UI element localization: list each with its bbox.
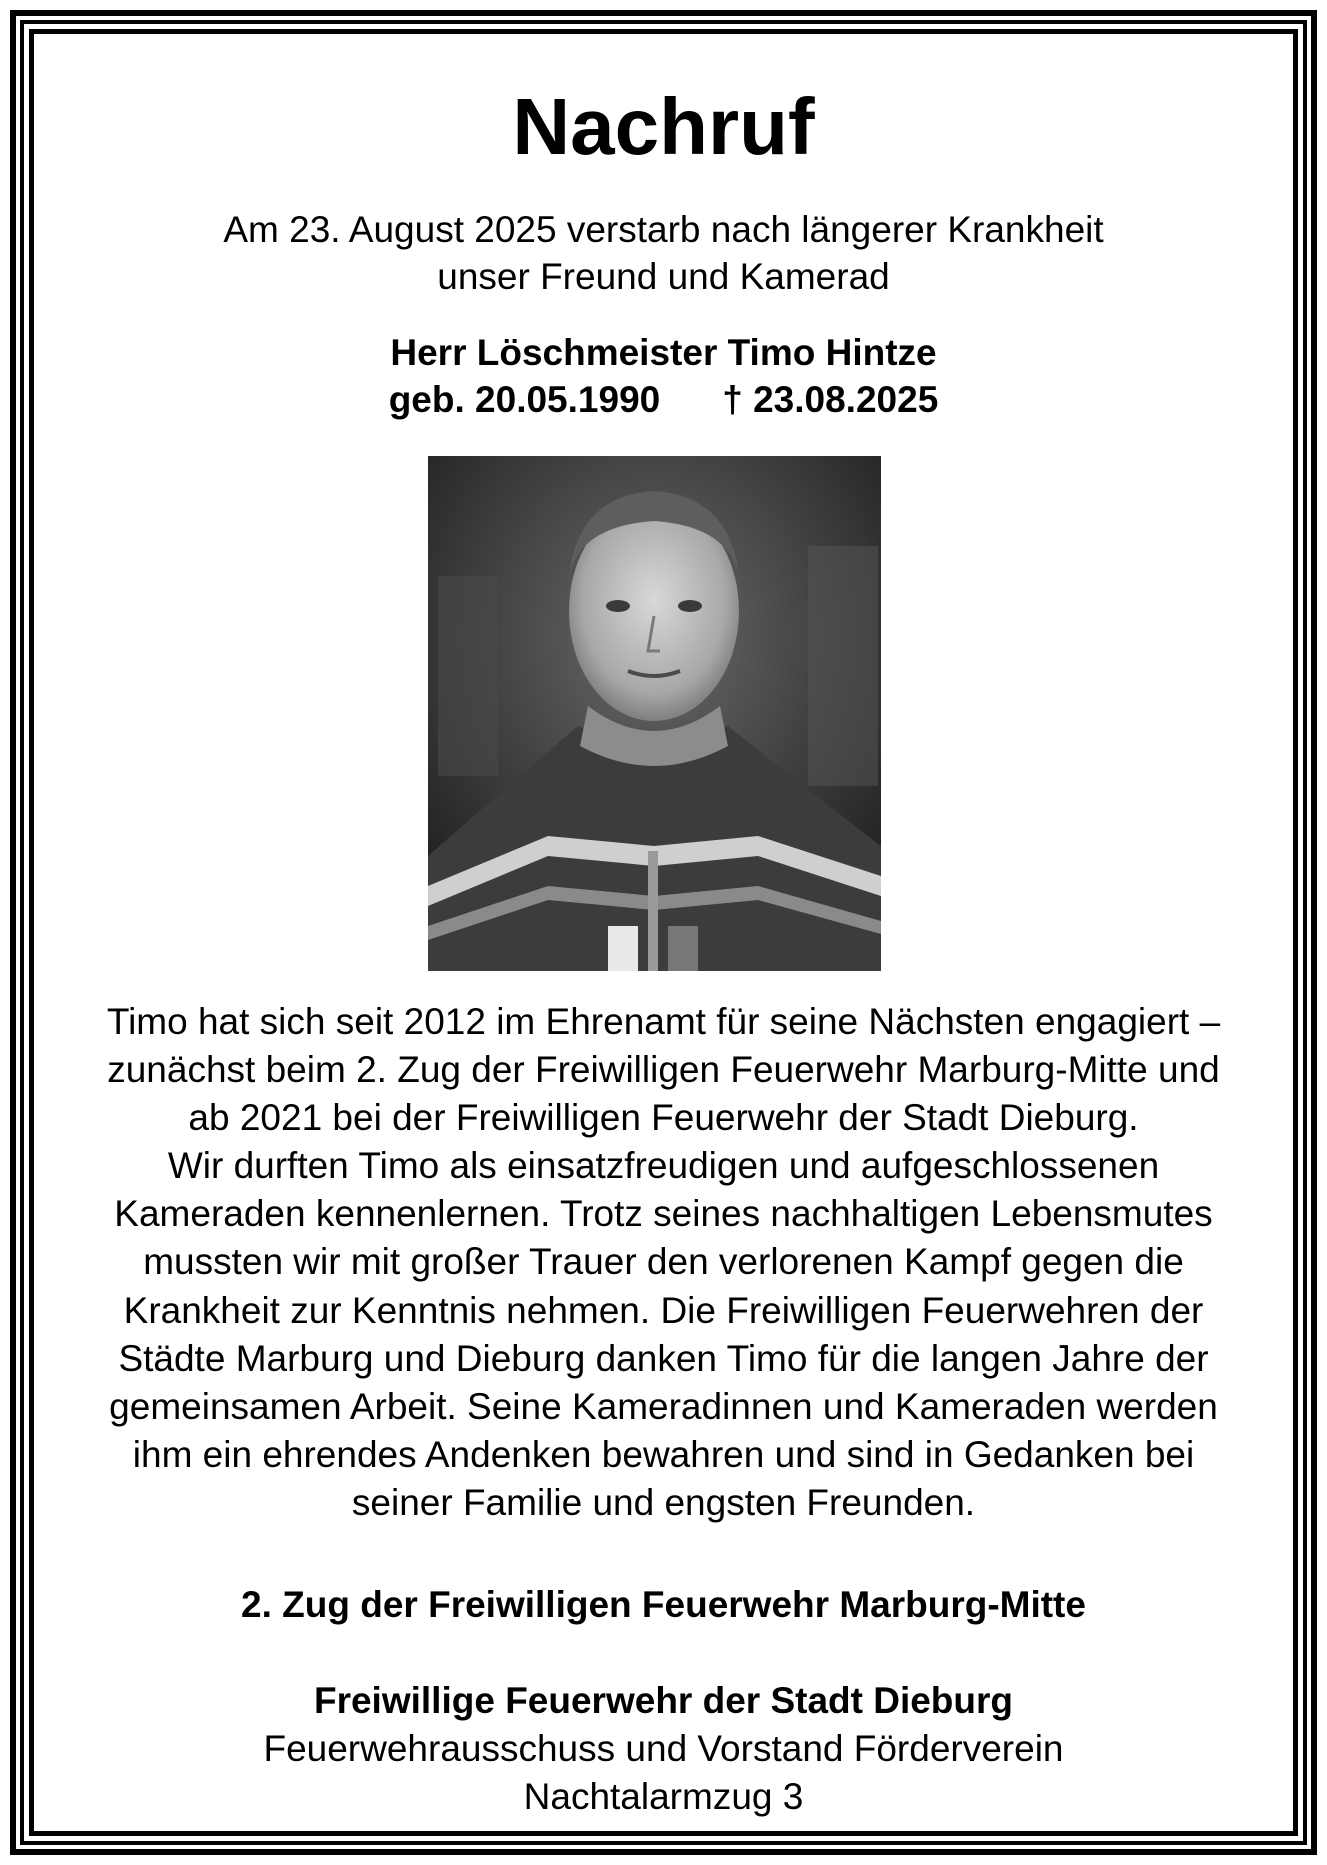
portrait-photo (428, 456, 881, 971)
signature-marburg: 2. Zug der Freiwilligen Feuerwehr Marburg-Mitte (241, 1584, 1086, 1625)
intro-text (40, 206, 1287, 300)
body-line: seiner Familie und engsten Freunden. (351, 1481, 976, 1523)
body-line: Kameraden kennenlernen. Trotz seines nachhaltigen Lebensmutes (114, 1193, 1213, 1235)
person-block (40, 329, 1287, 423)
body-line: Krankheit zur Kenntnis nehmen. Die Freiwilligen Feuerwehren der (123, 1289, 1204, 1331)
signature-dieburg-line-2: Feuerwehrausschuss und Vorstand Förderverein (263, 1728, 1064, 1769)
body-line: ihm ein ehrendes Andenken bewahren und sind in Gedanken bei (132, 1433, 1195, 1475)
person-dates (40, 376, 1287, 423)
death-date: † 23.08.2025 (722, 379, 939, 420)
birth-date: geb. 20.05.1990 (388, 379, 661, 420)
body-line: mussten wir mit großer Trauer den verlorenen Kampf gegen die (143, 1241, 1184, 1283)
obituary-body (40, 998, 1287, 1527)
body-line: ab 2021 bei der Freiwilligen Feuerwehr der Stadt Dieburg. (188, 1097, 1139, 1139)
body-line: Wir durften Timo als einsatzfreudigen und aufgeschlossenen (167, 1145, 1160, 1187)
obituary-title: Nachruf (512, 82, 815, 171)
person-name: Herr Löschmeister Timo Hintze (390, 332, 937, 373)
intro-line-2: unser Freund und Kamerad (437, 256, 890, 297)
body-line: zunächst beim 2. Zug der Freiwilligen Feuerwehr Marburg-Mitte und (107, 1049, 1220, 1091)
body-line: Timo hat sich seit 2012 im Ehrenamt für seine Nächsten engagiert – (106, 1001, 1221, 1042)
signature-dieburg (40, 1677, 1287, 1821)
signature-dieburg-name: Freiwillige Feuerwehr der Stadt Dieburg (313, 1680, 1014, 1721)
intro-line-1: Am 23. August 2025 verstarb nach längerer Krankheit (223, 209, 1104, 250)
body-line: Städte Marburg und Dieburg danken Timo für die langen Jahre der (118, 1337, 1209, 1379)
body-line: gemeinsamen Arbeit. Seine Kameradinnen und Kameraden werden (109, 1385, 1218, 1427)
signature-dieburg-line-3: Nachtalarmzug 3 (523, 1776, 804, 1817)
